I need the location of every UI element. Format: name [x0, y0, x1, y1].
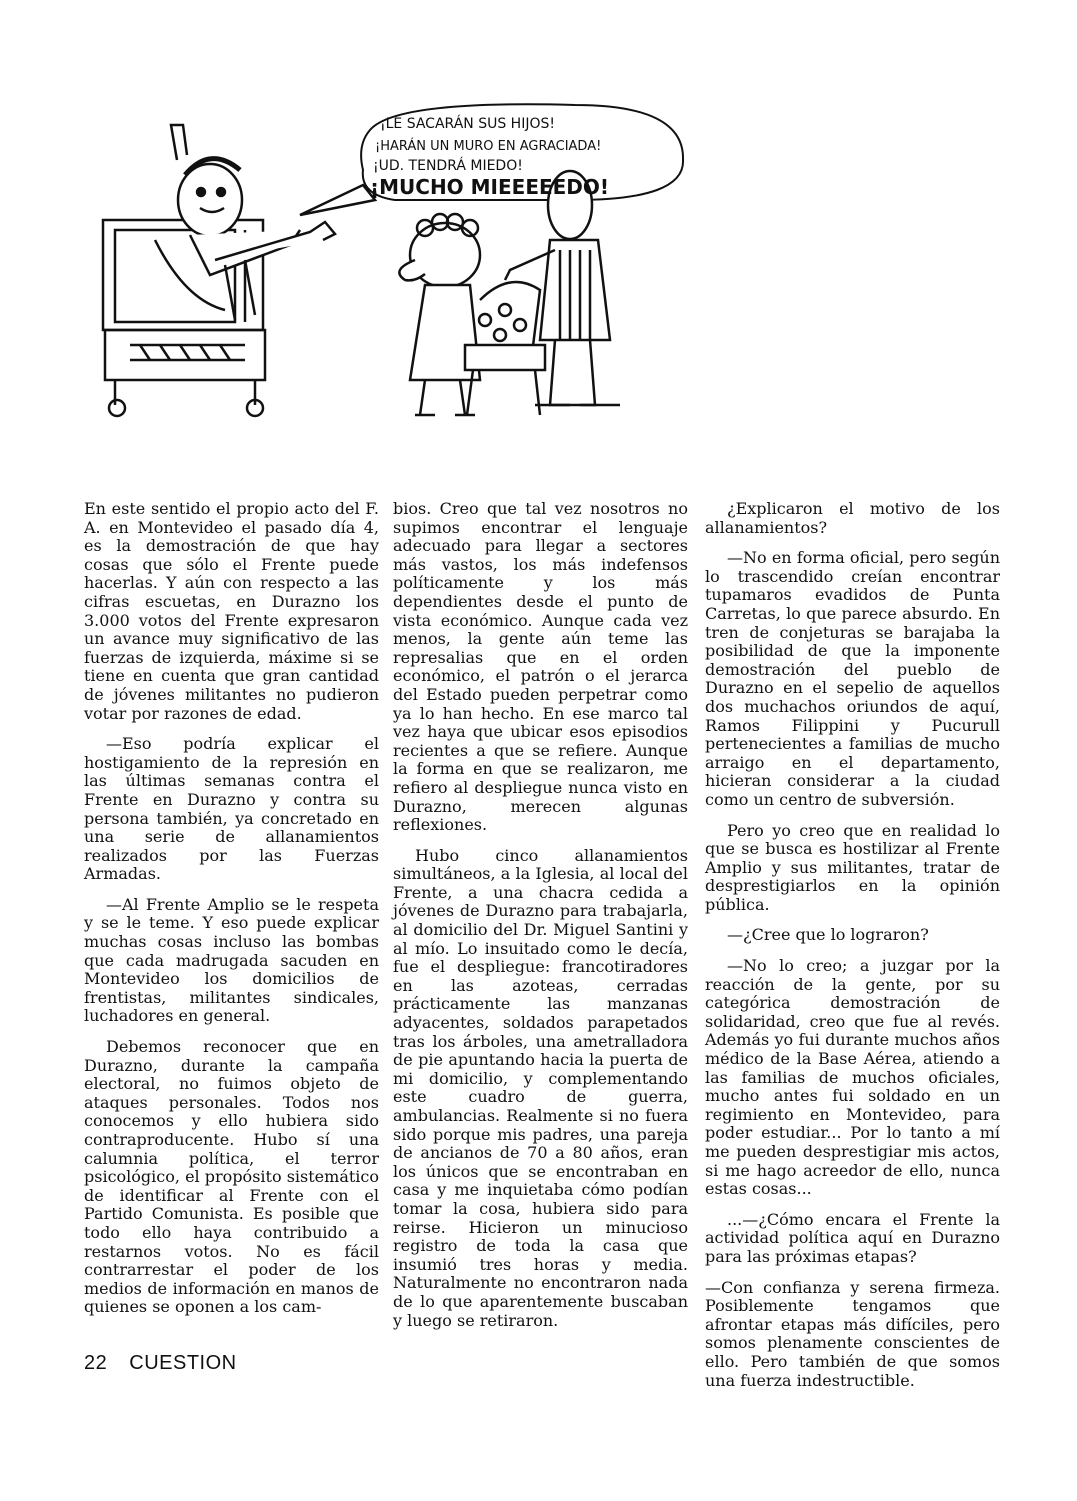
paragraph: —Al Frente Amplio se le respeta y se le teme. Y eso puede explicar muchas cosas incluso las bombas que cada madrugada sacuden en Montevideo los domicilios de frentistas, militantes sindicales, luchadores en general. — [84, 894, 379, 1026]
paragraph: ...—¿Cómo encara el Frente la actividad política aquí en Durazno para las próximas etapas? — [705, 1209, 1000, 1266]
article-column-1 — [84, 500, 379, 1329]
paragraph: —¿Cree que lo lograron? — [727, 925, 929, 945]
cartoon-illustration — [95, 90, 695, 430]
paragraph: —Con confianza y serena firmeza. Posiblemente tengamos que afrontar etapas más difíciles, pero somos plenamente conscientes de ello. Pero también de que somos una fuerza indestructible. — [705, 1277, 1000, 1390]
paragraph: En este sentido el propio acto del F. A. en Montevideo el pasado día 4, es la demostración de que hay cosas que sólo el Frente puede hacerlas. Y aún con respecto a las cifras escuetas, en Durazno los 3.000 votos del Frente expresaron un avance muy significativo de las fuerzas de izquierda, máxime si se tiene en cuenta que gran cantidad de jóvenes militantes no pudieron votar por razones de edad. — [84, 499, 379, 723]
bubble-line-3: ¡UD. TENDRÁ MIEDO! — [373, 158, 523, 174]
paragraph: Debemos reconocer que en Durazno, durante la campaña electoral, no fuimos objeto de ataques personales. Todos nos conocemos y ello hubiera sido contraproducente. Hubo sí una calumnia política, el terror psicológico, el propósito sistemático de identificar al Frente con el Partido Comunista. Es posible que todo ello haya contribuido a restarnos votos. No es fácil contrarrestar el poder de los medios de información en manos de quienes se oponen a los cam- — [84, 1037, 379, 1317]
chair-drawing — [465, 282, 545, 415]
bubble-line-2: ¡HARÁN UN MURO EN AGRACIADA! — [375, 139, 602, 154]
paragraph: —No en forma oficial, pero según lo trascendido creían encontrar tupamaros evadidos de Punta Carretas, lo que parece absurdo. En tren de conjeturas se barajaba la posibilidad de que la imponente demostración del pueblo de Durazno en el sepelio de aquellos dos muchachos oriundos de aquí, Ramos Filippini y Pucurull pertenecientes a familias de mucho arraigo en el departamento, hicieran considerar a la ciudad como un centro de subversión. — [705, 548, 1000, 809]
bubble-line-4: ¡MUCHO MIEEEEEDO! — [370, 175, 610, 199]
paragraph: —Eso podría explicar el hostigamiento de la represión en las últimas semanas contra el Frente en Durazno y contra su persona también, ya concretado en una serie de allanamientos realizados por las Fuerzas Armadas. — [84, 734, 379, 884]
paragraph: bios. Creo que tal vez nosotros no supimos encontrar el lenguaje adecuado para llegar a sectores más vastos, los más indefensos políticamente y los más dependientes desde el punto de vista económico. Aunque cada vez menos, la gente aún teme las represalias que en el orden económico, el patrón o el jerarca del Estado pueden perpetrar como ya lo han hecho. En ese marco tal vez haya que ubicar esos episodios recientes a que se refiere. Aunque la forma en que se realizaron, me refiero al despliegue nunca visto en Durazno, merecen algunas reflexiones. — [393, 499, 688, 835]
article-column-2 — [393, 500, 688, 1342]
bubble-line-1: ¡LE SACARÁN SUS HIJOS! — [380, 116, 555, 132]
page-number: 22 — [84, 1352, 108, 1374]
paragraph: Pero yo creo que en realidad lo que se busca es hostilizar al Frente Amplio y sus militantes, tratar de desprestigiarlos en la opinión pública. — [705, 820, 1000, 914]
woman-figure — [399, 214, 480, 415]
paragraph: ¿Explicaron el motivo de los allanamientos? — [705, 499, 1000, 537]
article-column-3 — [705, 500, 1000, 1402]
magazine-name: CUESTION — [129, 1352, 237, 1374]
paragraph: —No lo creo; a juzgar por la reacción de la gente, por su categórica demostración de solidaridad, creo que fue al revés. Además yo fui durante muchos años médico de la Base Aérea, atiendo a las familias de muchos oficiales, mucho antes fui soldado en un regimiento en Montevideo, para poder estudiar... Por lo tanto a mí me pueden desprestigiar mis actos, si me hago acreedor de ello, nunca estas cosas... — [705, 956, 1000, 1199]
paragraph: Hubo cinco allanamientos simultáneos, a la Iglesia, al local del Frente, a una chacra cedida a jóvenes de Durazno para trabajarla, al domicilio del Dr. Miguel Santini y al mío. Lo insuitado como le decía, fue el despliegue: francotiradores en las azoteas, cerradas prácticamente las manzanas adyacentes, soldados parapetados tras los árboles, una ametralladora de pie apuntando hacia la puerta de mi domicilio, y complementando este cuadro de guerra, ambulancias. Realmente si no fuera sido porque mis padres, una pareja de ancianos de 70 a 80 años, eran los únicos que se encontraban en casa y me inquietaba cómo podían tomar la cosa, hubiera sido para reirse. Hicieron un minucioso registro de toda la casa que insumió tres horas y media. Naturalmente no encontraron nada de lo que aparentemente buscaban y luego se retiraron. — [393, 845, 688, 1330]
page-footer — [84, 1352, 237, 1375]
